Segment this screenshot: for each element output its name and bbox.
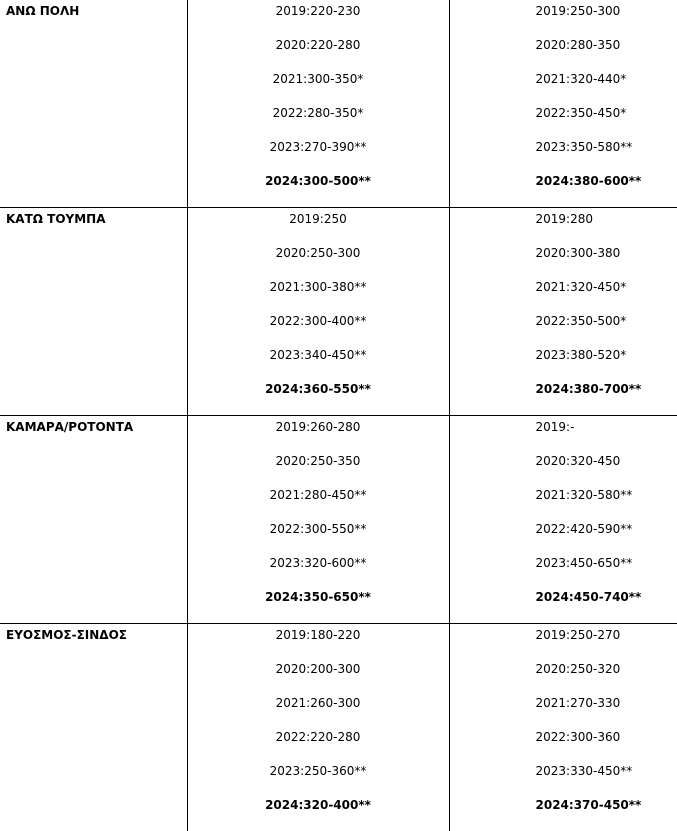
area-cell	[0, 0, 187, 208]
price-line: 2024:370-450**	[450, 797, 677, 831]
price-line: 2022:300-400**	[188, 313, 449, 347]
price-line: 2022:420-590**	[450, 521, 677, 555]
area-cell	[0, 208, 187, 416]
price-line: 2022:300-550**	[188, 521, 449, 555]
price-line: 2019:250	[188, 211, 449, 245]
price-line: 2022:300-360	[450, 729, 677, 763]
price-line: 2021:320-450*	[450, 279, 677, 313]
price-line: 2024:320-400**	[188, 797, 449, 831]
price-line: 2020:250-320	[450, 661, 677, 695]
price-line: 2019:220-230	[188, 3, 449, 37]
price-line: 2024:300-500**	[188, 173, 449, 207]
price-line: 2024:450-740**	[450, 589, 677, 623]
price-cell	[187, 208, 449, 416]
price-line: 2021:320-440*	[450, 71, 677, 105]
price-line: 2024:350-650**	[188, 589, 449, 623]
price-cell	[187, 624, 449, 831]
price-line: 2022:220-280	[188, 729, 449, 763]
price-line: 2024:380-600**	[450, 173, 677, 207]
price-cell	[449, 624, 677, 831]
price-cell	[449, 416, 677, 624]
price-line: 2021:260-300	[188, 695, 449, 729]
price-line: 2021:280-450**	[188, 487, 449, 521]
price-line: 2022:350-500*	[450, 313, 677, 347]
area-name: ΕΥΟΣΜΟΣ-ΣΙΝΔΟΣ	[0, 624, 187, 642]
price-line: 2019:260-280	[188, 419, 449, 453]
table-row	[0, 0, 677, 208]
area-name: ΑΝΩ ΠΟΛΗ	[0, 0, 187, 18]
price-line: 2023:250-360**	[188, 763, 449, 797]
price-cell	[449, 0, 677, 208]
price-line: 2020:250-350	[188, 453, 449, 487]
price-line: 2023:320-600**	[188, 555, 449, 589]
price-line: 2023:330-450**	[450, 763, 677, 797]
price-line: 2019:250-270	[450, 627, 677, 661]
area-name: ΚΑΜΑΡΑ/ΡΟΤΟΝΤΑ	[0, 416, 187, 434]
table-row	[0, 416, 677, 624]
price-cell	[187, 0, 449, 208]
price-line: 2024:360-550**	[188, 381, 449, 415]
price-line: 2023:270-390**	[188, 139, 449, 173]
table-row	[0, 624, 677, 831]
table-row	[0, 208, 677, 416]
price-line: 2021:320-580**	[450, 487, 677, 521]
price-line: 2019:-	[450, 419, 677, 453]
price-cell	[187, 416, 449, 624]
price-line: 2020:200-300	[188, 661, 449, 695]
price-line: 2022:280-350*	[188, 105, 449, 139]
price-line: 2023:340-450**	[188, 347, 449, 381]
price-cell	[449, 208, 677, 416]
price-line: 2024:380-700**	[450, 381, 677, 415]
price-line: 2023:380-520*	[450, 347, 677, 381]
price-line: 2020:300-380	[450, 245, 677, 279]
price-line: 2019:180-220	[188, 627, 449, 661]
price-line: 2020:280-350	[450, 37, 677, 71]
price-line: 2019:250-300	[450, 3, 677, 37]
price-line: 2021:300-350*	[188, 71, 449, 105]
price-line: 2023:450-650**	[450, 555, 677, 589]
price-line: 2021:270-330	[450, 695, 677, 729]
area-cell	[0, 624, 187, 831]
area-name: ΚΑΤΩ ΤΟΥΜΠΑ	[0, 208, 187, 226]
price-line: 2022:350-450*	[450, 105, 677, 139]
price-line: 2023:350-580**	[450, 139, 677, 173]
price-line: 2021:300-380**	[188, 279, 449, 313]
area-cell	[0, 416, 187, 624]
price-line: 2020:250-300	[188, 245, 449, 279]
price-line: 2020:220-280	[188, 37, 449, 71]
price-line: 2020:320-450	[450, 453, 677, 487]
price-line: 2019:280	[450, 211, 677, 245]
